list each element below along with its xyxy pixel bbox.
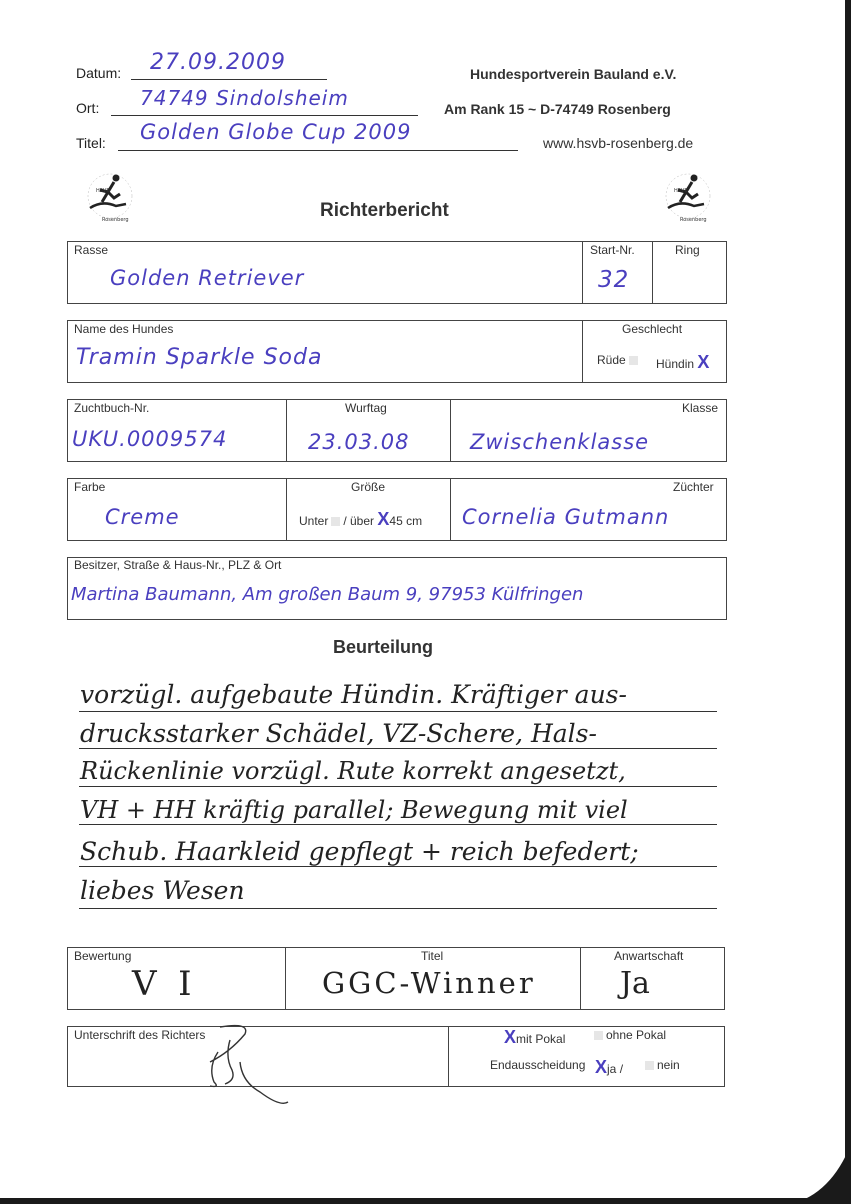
logo-left-center-text: HSVB (96, 188, 110, 194)
club-logo-left (72, 162, 142, 222)
ort-underline (111, 115, 418, 116)
datum-label: Datum: (76, 65, 122, 81)
titel-underline (118, 150, 518, 151)
ruede-checkbox[interactable] (629, 356, 638, 365)
endausscheidung-label: Endausscheidung (490, 1058, 586, 1072)
evaluation-rule-6 (79, 908, 717, 909)
klasse-label: Klasse (682, 401, 719, 415)
judge-signature[interactable] (170, 1022, 300, 1117)
titel-award-value[interactable]: GGC-Winner (322, 966, 536, 1000)
evaluation-rule-4 (79, 824, 717, 825)
evaluation-line-4[interactable]: VH + HH kräftig parallel; Bewegung mit viel (80, 796, 628, 824)
endausscheidung-nein-checkbox[interactable] (645, 1061, 654, 1070)
mit-pokal-option[interactable] (504, 1028, 565, 1046)
ring-label: Ring (675, 243, 700, 257)
farbe-value[interactable]: Creme (105, 505, 180, 529)
zuchtbuch-value[interactable]: UKU.0009574 (72, 427, 228, 451)
form-title: Richterbericht (320, 200, 449, 221)
mit-pokal-checkbox-checked[interactable]: X (504, 1027, 517, 1047)
logo-left-bottom-text: Rosenberg (102, 217, 129, 222)
divider (285, 947, 286, 1010)
endausscheidung-ja-text: ja / (607, 1062, 624, 1076)
evaluation-line-1[interactable]: vorzügl. aufgebaute Hündin. Kräftiger aus- (80, 680, 627, 709)
evaluation-rule-3 (79, 786, 717, 787)
divider (286, 478, 287, 541)
endausscheidung-ja-option[interactable] (595, 1058, 623, 1076)
evaluation-line-2[interactable]: drucksstarker Schädel, VZ-Schere, Hals- (80, 719, 597, 748)
ort-label: Ort: (76, 100, 100, 116)
groesse-value: 45 cm (389, 514, 423, 528)
ort-value[interactable]: 74749 Sindolsheim (140, 86, 349, 110)
zuechter-label: Züchter (673, 480, 714, 494)
groesse-label: Größe (351, 480, 386, 494)
ohne-pokal-text: ohne Pokal (606, 1028, 667, 1042)
divider (582, 320, 583, 383)
bewertung-label: Bewertung (74, 949, 132, 963)
org-name: Hundesportverein Bauland e.V. (470, 66, 677, 82)
unterschrift-label: Unterschrift des Richters (74, 1028, 206, 1042)
name-label: Name des Hundes (74, 322, 174, 336)
datum-value[interactable]: 27.09.2009 (150, 50, 286, 75)
club-logo-right (650, 162, 720, 222)
org-website[interactable]: www.hsvb-rosenberg.de (543, 135, 694, 151)
divider (286, 399, 287, 462)
anwartschaft-value[interactable]: Ja (620, 966, 650, 1001)
wurftag-value[interactable]: 23.03.08 (308, 430, 410, 454)
klasse-value[interactable]: Zwischenklasse (470, 430, 650, 454)
divider (450, 478, 451, 541)
divider (582, 241, 583, 304)
evaluation-line-5[interactable]: Schub. Haarkleid gepflegt + reich befedert; (80, 837, 639, 866)
evaluation-rule-2 (79, 748, 717, 749)
evaluation-line-3[interactable]: Rückenlinie vorzügl. Rute korrekt angesetzt, (80, 757, 626, 785)
titel-label: Titel: (76, 135, 106, 151)
wurftag-label: Wurftag (345, 401, 387, 415)
evaluation-line-6[interactable]: liebes Wesen (80, 876, 245, 905)
divider (448, 1026, 449, 1087)
logo-right-center-text: HSVB (674, 188, 688, 194)
endausscheidung-ja-checkbox-checked[interactable]: X (595, 1057, 608, 1077)
groesse-ueber-checkbox-checked[interactable]: X (377, 509, 390, 529)
endausscheidung-nein-text: nein (657, 1058, 680, 1072)
mit-pokal-text: mit Pokal (516, 1032, 566, 1046)
rasse-label: Rasse (74, 243, 109, 257)
start-nr-value[interactable]: 32 (598, 267, 630, 293)
scan-edge-bottom (0, 1198, 851, 1204)
huendin-option[interactable] (656, 353, 709, 371)
huendin-checkbox-checked[interactable]: X (697, 352, 710, 372)
ohne-pokal-option[interactable] (591, 1028, 666, 1042)
zuchtbuch-label: Zuchtbuch-Nr. (74, 401, 150, 415)
divider (450, 399, 451, 462)
name-value[interactable]: Tramin Sparkle Soda (76, 345, 323, 370)
titel-award-label: Titel (421, 949, 444, 963)
groesse-ueber-text: / über (343, 514, 375, 528)
datum-underline (131, 79, 327, 80)
titel-value[interactable]: Golden Globe Cup 2009 (140, 120, 412, 144)
besitzer-value[interactable]: Martina Baumann, Am großen Baum 9, 97953 Külfringen (71, 584, 584, 605)
huendin-text: Hündin (656, 357, 695, 371)
groesse-options[interactable] (299, 510, 422, 528)
ruede-option[interactable] (597, 353, 641, 367)
ruede-text: Rüde (597, 353, 626, 367)
groesse-unter-text: Unter (299, 514, 329, 528)
besitzer-label: Besitzer, Straße & Haus-Nr., PLZ & Ort (74, 558, 282, 572)
start-nr-label: Start-Nr. (590, 243, 635, 257)
farbe-label: Farbe (74, 480, 106, 494)
endausscheidung-nein-option[interactable] (642, 1058, 680, 1072)
anwartschaft-label: Anwartschaft (614, 949, 684, 963)
bewertung-value[interactable]: V I (132, 964, 192, 1004)
evaluation-rule-1 (79, 711, 717, 712)
divider (652, 241, 653, 304)
evaluation-rule-5 (79, 866, 717, 867)
groesse-unter-checkbox[interactable] (331, 517, 340, 526)
divider (580, 947, 581, 1010)
rasse-value[interactable]: Golden Retriever (110, 266, 305, 290)
page-curl (791, 1144, 851, 1204)
ohne-pokal-checkbox[interactable] (594, 1031, 603, 1040)
scan-edge-right (845, 0, 851, 1204)
geschlecht-label: Geschlecht (622, 322, 683, 336)
logo-right-bottom-text: Rosenberg (680, 217, 707, 222)
beurteilung-title: Beurteilung (333, 637, 434, 657)
zuechter-value[interactable]: Cornelia Gutmann (462, 505, 670, 529)
org-address: Am Rank 15 ~ D-74749 Rosenberg (444, 101, 671, 117)
